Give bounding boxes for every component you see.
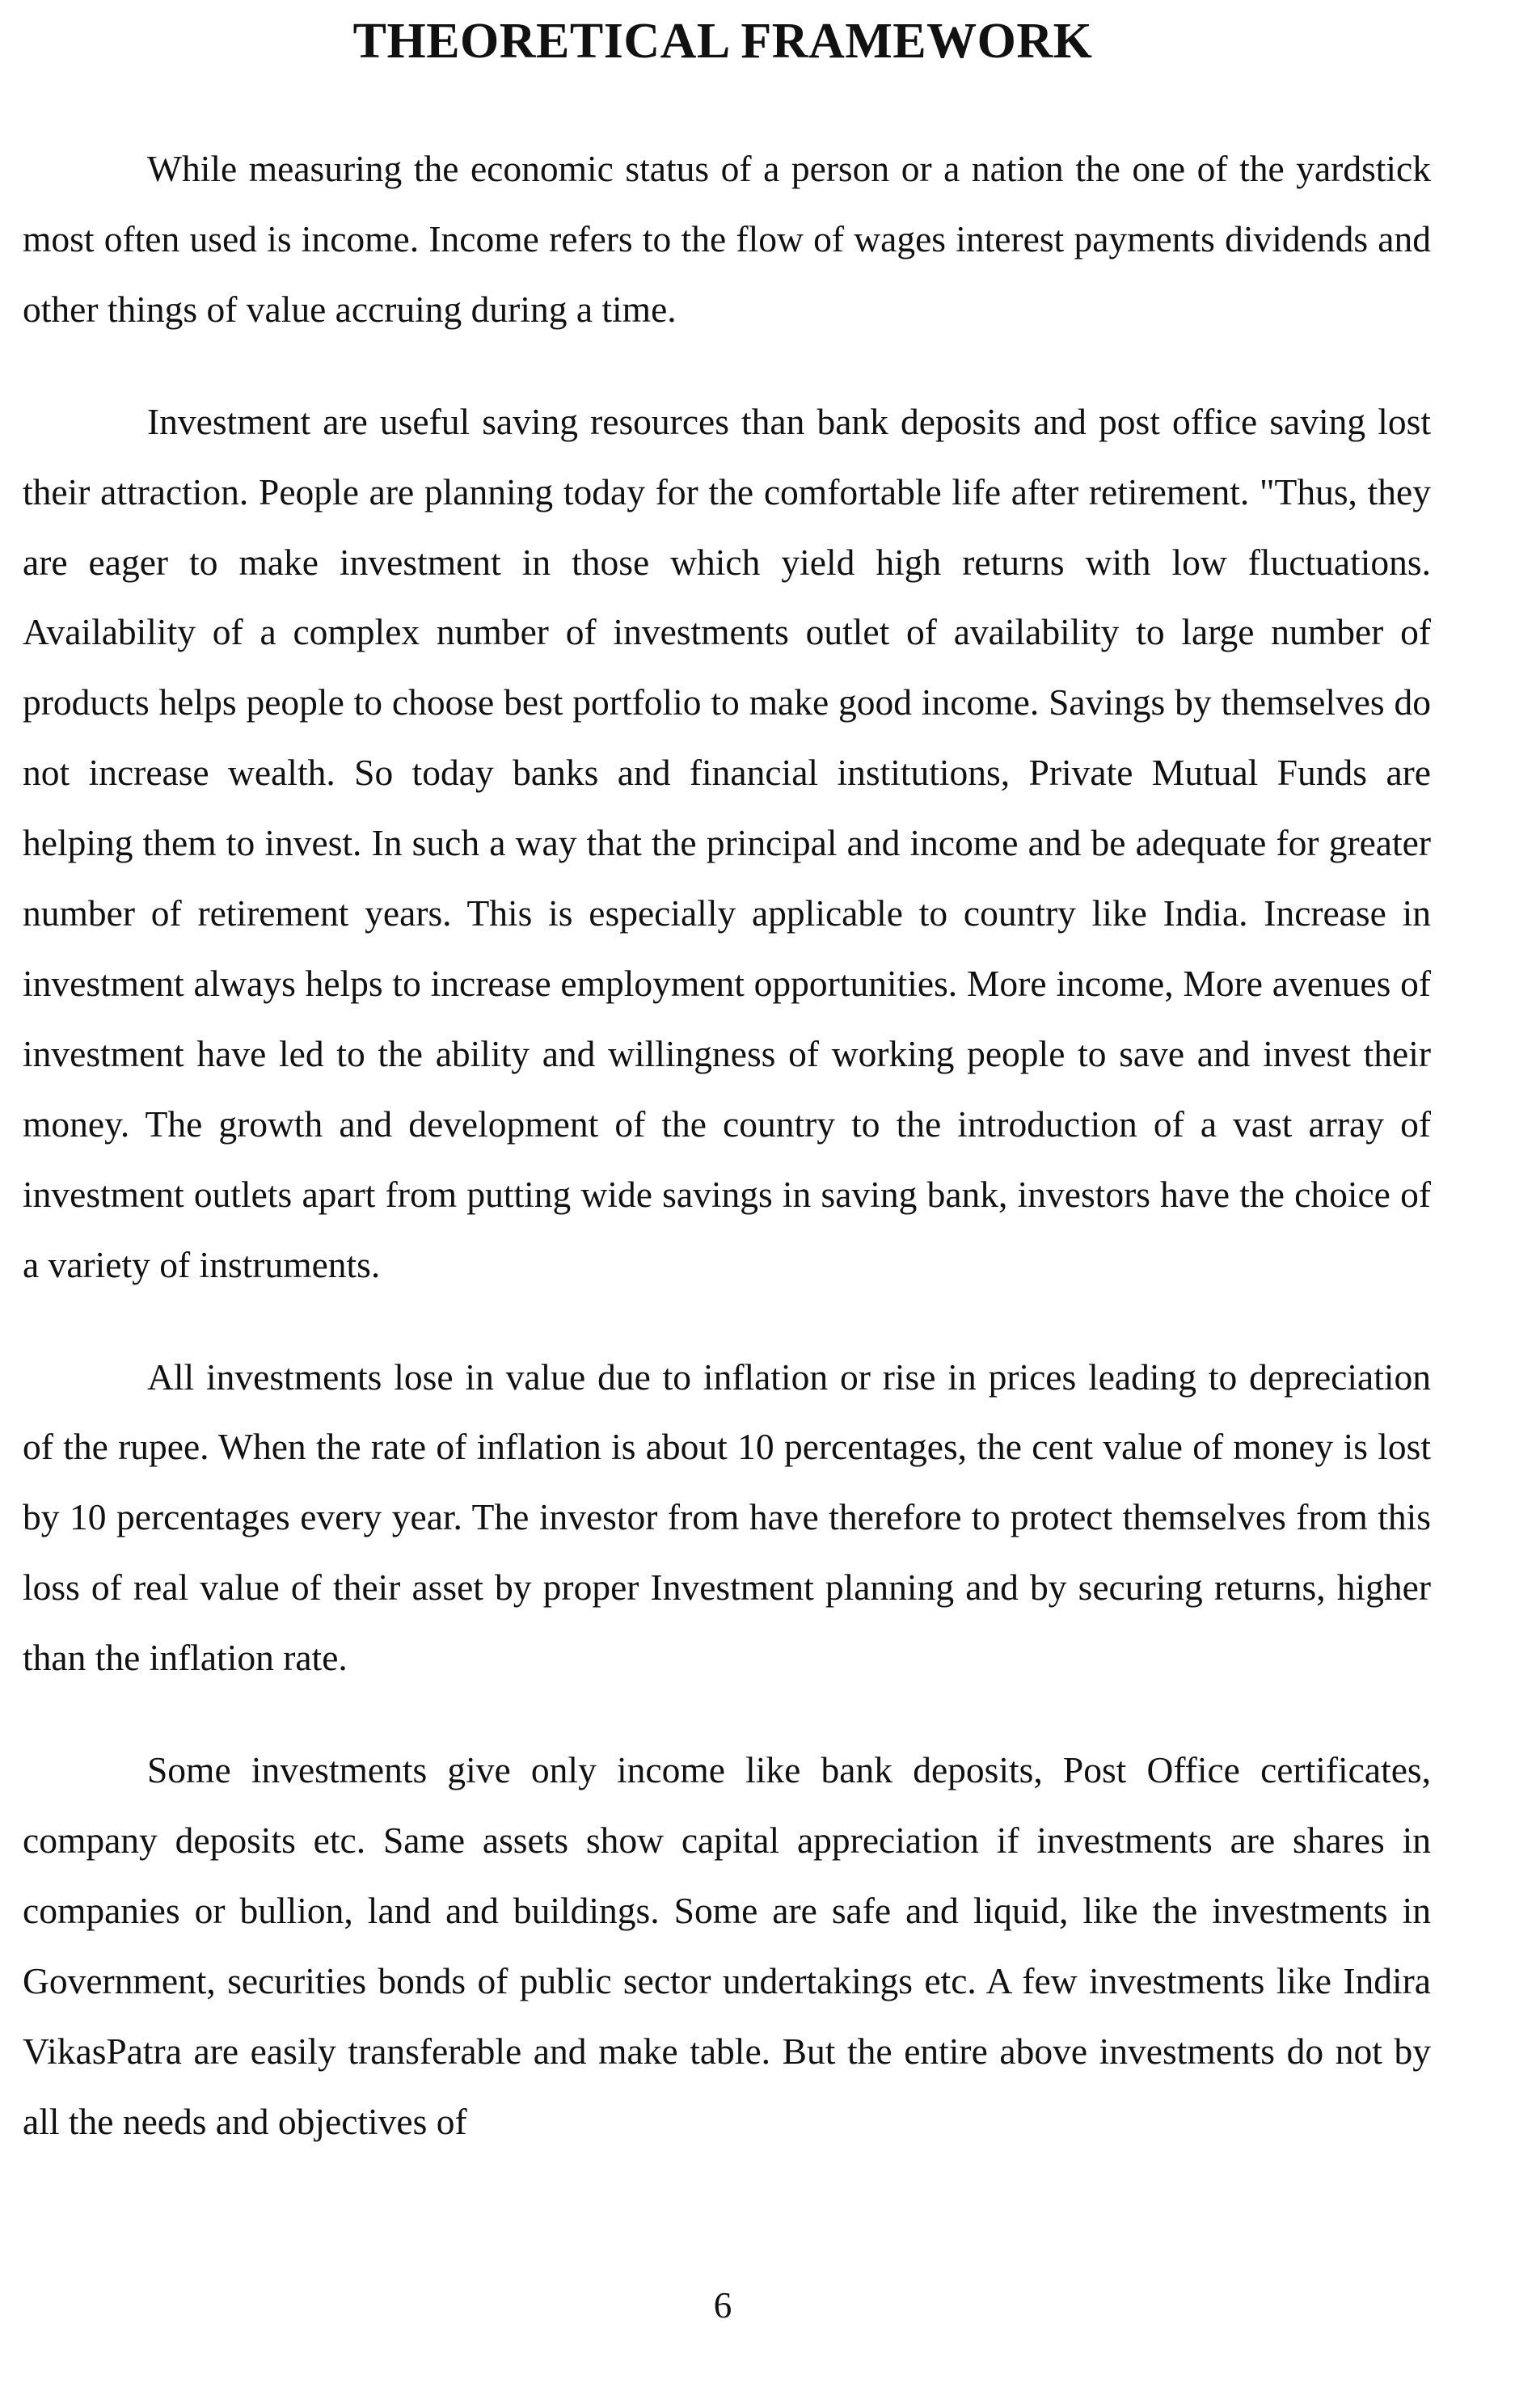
- paragraph-income: While measuring the economic status of a person or a nation the one of the yardstick most often used is income. Income refers to the flow of wages interest payments dividends and other things of value accruing during a time.: [23, 148, 1431, 330]
- paragraph-investment-types: Some investments give only income like bank deposits, Post Office certificates, company deposits etc. Same assets show capital appreciation if investments are shares in companies or bullion, land and buildings. Some are safe and liquid, like the investments in Government, securities bonds of public sector undertakings etc. A few investments like Indira VikasPatra are easily transferable and make table. But the entire above investments do not by all the needs and objectives of: [23, 1749, 1431, 2142]
- page-number: 6: [713, 2285, 732, 2326]
- page-title: THEORETICAL FRAMEWORK: [352, 14, 1093, 69]
- body-text: [23, 134, 1431, 2157]
- paragraph-investment: Investment are useful saving resources than bank deposits and post office saving lost their attraction. People are planning today for the comfortable life after retirement. "Thus, they are eager to make investment in those which yield high returns with low fluctuations. Availability of a complex number of investments outlet of availability to large number of products helps people to choose best portfolio to make good income. Savings by themselves do not increase wealth. So today banks and financial institutions, Private Mutual Funds are helping them to invest. In such a way that the principal and income and be adequate for greater number of retirement years. This is especially applicable to country like India. Increase in investment always helps to increase employment opportunities. More income, More avenues of investment have led to the ability and willingness of working people to save and invest their money. The growth and development of the country to the introduction of a vast array of investment outlets apart from putting wide savings in saving bank, investors have the choice of a variety of instruments.: [23, 400, 1431, 1285]
- paragraph-inflation: All investments lose in value due to inflation or rise in prices leading to depreciation of the rupee. When the rate of inflation is about 10 percentages, the cent value of money is lost by 10 percentages every year. The investor from have therefore to protect themselves from this loss of real value of their asset by proper Investment planning and by securing returns, higher than the inflation rate.: [23, 1356, 1431, 1679]
